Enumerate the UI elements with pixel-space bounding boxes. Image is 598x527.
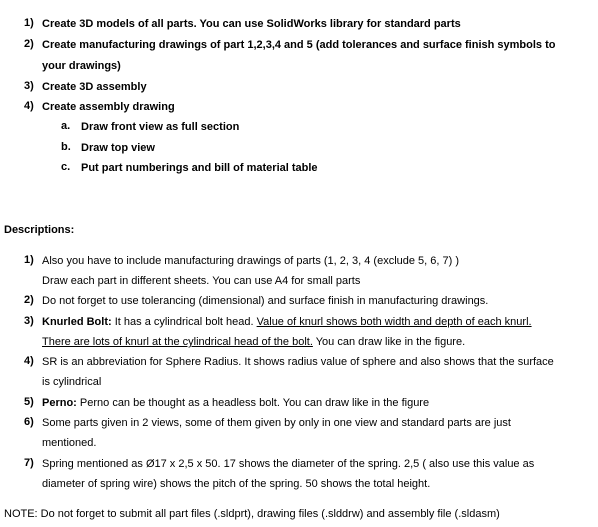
description-number: 3) [24, 315, 34, 327]
underlined-text: There are lots of knurl at the cylindrical head of the bolt. [42, 336, 313, 348]
description-text: It has a cylindrical bolt head. [114, 316, 254, 328]
subtask-letter: b. [61, 141, 71, 153]
description-text: Also you have to include manufacturing drawings of parts (1, 2, 3, 4 (exclude 5, 6, 7) ) [42, 255, 460, 267]
description-text: Perno can be thought as a headless bolt. You can draw like in the figure [79, 397, 430, 409]
task-number: 2) [24, 38, 34, 50]
description-number: 6) [24, 416, 34, 428]
description-line [42, 335, 465, 349]
subtask-text: Draw front view as full section [81, 121, 240, 133]
description-line [42, 315, 532, 329]
underlined-text: Value of knurl shows both width and depth of each knurl. [256, 316, 532, 328]
task-text-continued: your drawings) [42, 60, 121, 72]
note-text: NOTE: Do not forget to submit all part files (.sldprt), drawing files (.slddrw) and assembly file (.sldasm) [4, 508, 500, 520]
task-text: Create manufacturing drawings of part 1,2,3,4 and 5 (add tolerances and surface finish symbols to [42, 39, 556, 51]
description-text: SR is an abbreviation for Sphere Radius. It shows radius value of sphere and also shows that the surface [42, 356, 554, 368]
descriptions-heading: Descriptions: [4, 224, 75, 236]
subtask-letter: c. [61, 161, 71, 173]
task-number: 1) [24, 17, 34, 29]
knurled-bolt-label: Knurled Bolt: [42, 316, 112, 328]
description-number: 5) [24, 396, 34, 408]
subtask-letter: a. [61, 120, 71, 132]
description-text: Some parts given in 2 views, some of them given by only in one view and standard parts are just [42, 417, 511, 429]
description-text-continued: is cylindrical [42, 376, 102, 388]
description-number: 4) [24, 355, 34, 367]
description-text-continued: diameter of spring wire) shows the pitch of the spring. 50 shows the total height. [42, 478, 431, 490]
description-number: 2) [24, 294, 34, 306]
description-text: Spring mentioned as Ø17 x 2,5 x 50. 17 shows the diameter of the spring. 2,5 ( also use this value as [42, 458, 535, 470]
perno-label: Perno: [42, 397, 77, 409]
description-number: 1) [24, 254, 34, 266]
subtask-text: Put part numberings and bill of material table [81, 162, 318, 174]
description-line [42, 396, 429, 410]
task-number: 3) [24, 80, 34, 92]
task-text: Create 3D models of all parts. You can use SolidWorks library for standard parts [42, 18, 461, 30]
description-text-continued: Draw each part in different sheets. You can use A4 for small parts [42, 275, 361, 287]
description-text-continued: mentioned. [42, 437, 97, 449]
description-text: You can draw like in the figure. [315, 336, 466, 348]
description-number: 7) [24, 457, 34, 469]
description-text: Do not forget to use tolerancing (dimensional) and surface finish in manufacturing drawings. [42, 295, 489, 307]
task-text: Create 3D assembly [42, 81, 147, 93]
task-number: 4) [24, 100, 34, 112]
task-text: Create assembly drawing [42, 101, 175, 113]
subtask-text: Draw top view [81, 142, 155, 154]
